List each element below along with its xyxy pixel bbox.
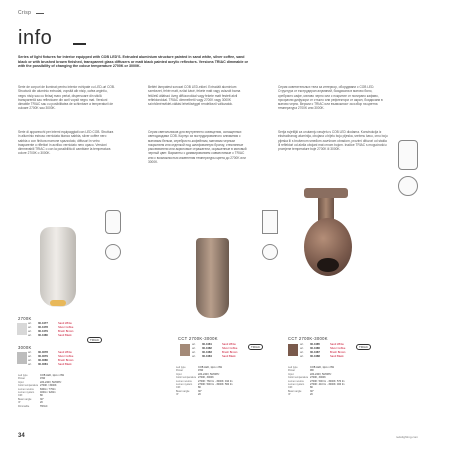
spec-key: Power	[176, 369, 184, 373]
paragraph-hr: Serija svjetiljki za unutarnju rasvjetu s COB LED diodama. Konstrukcija iz ekstrudiranog aluminija, obojana u bijelu boju pijeska, srebrnu kavu, crnu boju pijeska ili s brušenom smeđom završnom obradom, prozirni difuzori od stakla ili reflektori od akrila obojani mat crnom bojom. Inačice TRIAC s mogućnošću promjene temperature boje 2700K ili 3000K.	[278, 130, 388, 152]
spec-value: 2700K, 3000K	[198, 376, 214, 380]
code-prefix: art.	[192, 343, 196, 346]
page-number: 34	[18, 433, 25, 439]
list-item	[28, 363, 73, 367]
article-code-list	[28, 351, 73, 367]
spec-value: 20	[198, 393, 201, 397]
code-prefix: art.	[192, 347, 196, 350]
product-lens-glow	[50, 300, 66, 306]
code-prefix: art.	[192, 351, 196, 354]
code-prefix: art.	[28, 334, 32, 337]
spec-key: Lumen source	[288, 379, 304, 383]
code-prefix: art.	[28, 330, 32, 333]
spec-value: 15W	[198, 369, 204, 373]
page-title: info	[18, 27, 53, 49]
finish-name: Sand Black	[222, 355, 236, 358]
finish-name: Brush Brown	[222, 351, 238, 354]
finish-name: Sand White	[58, 322, 72, 325]
finish-name: Sand Black	[58, 334, 72, 337]
spec-value: 2700K: 500 lm - 3000K: 560 lm	[198, 383, 233, 387]
spec-key: Color temperature	[176, 376, 197, 380]
paragraph-it: Serie di apparecchi per interni equipaggiati con LED COB. Struttura in alluminio estruso verniciata bianco sabbia, silver coffee nero sabbia o con finitura marrone spazzolato, diffusori in vetro trasparente o riflettori in acrilico verniciato nero opaco. Versioni dimmerabili TRIAC o con la possibilità di cambiare la temperatura colore 2700K o 3000K.	[18, 130, 114, 156]
spec-value: 400lm / 420lm	[40, 391, 56, 395]
table-row	[18, 405, 59, 408]
spec-key: Power	[288, 369, 296, 373]
finish-name: Sand Black	[330, 355, 344, 358]
cct-label: CCT 2700K-3000K	[288, 336, 328, 341]
spec-value: 2700K: 500 lm - 3000K: 570 lm	[310, 379, 345, 383]
finish-name: Sand Black	[58, 363, 72, 366]
list-item	[28, 334, 73, 338]
finish-name: Silver Coffee	[58, 326, 74, 329]
spec-value: 2700K: 760 lm - 3000K: 910 lm	[198, 379, 233, 383]
cct-label: CCT 2700K-3000K	[178, 336, 218, 341]
spec-value: COB LED, 1pcs x 9W	[198, 366, 223, 369]
finish-name: Silver Coffee	[222, 347, 238, 350]
spec-key: Led type	[176, 366, 186, 369]
spec-value: 2700K / 3000K	[40, 384, 57, 388]
paragraph-ru: Серия осветительных тела за интериор, оборудвани с COB LED. Структура от екструдиран алуминий, боядисана в матово бяло, сребристо кафе, матово черно или с покритие от полирано кафяво, прозрачни дифузори от стъкло или рефлектори от акрил, боядисани в матово черно. Версии с TRIAC или възможност за избор на цветна температура 2700K или 3000K.	[278, 85, 383, 111]
article-code: 30-4479	[38, 330, 48, 333]
spec-table	[176, 366, 233, 397]
dimension-drawing-top	[398, 176, 418, 196]
spec-value: TRIAC	[40, 404, 48, 408]
article-code: 30-4481	[202, 343, 212, 346]
spec-value: 9W	[310, 369, 314, 373]
paragraph-hu: Beltéri lámpatest sorozat COB LED-ekkel. Extrudált alumínium szerkezet, fehér matt, ezüst kávé, fekete matt vagy csiszolt barna felületű átlátszó üveg diffúzorokkal vagy fekete matt festett akril reflektorokkal. TRIAC dimmelhető vagy 2700K vagy 3000K színhőmérséklet-váltási lehetőséggel rendelkező változatok.	[148, 85, 241, 107]
spec-key: Input	[18, 380, 24, 384]
article-code: 30-4680	[38, 359, 48, 362]
spec-value: COB LED, 1pcs x 9W	[310, 366, 335, 369]
title-underline	[73, 43, 86, 45]
finish-swatch	[288, 344, 298, 356]
finish-name: Brush Brown	[58, 359, 74, 362]
spec-value: 2700K, 3000K	[310, 376, 326, 380]
code-prefix: art.	[28, 322, 32, 325]
dimension-drawing-side	[105, 210, 121, 234]
spec-table	[288, 366, 345, 397]
code-prefix: art.	[28, 355, 32, 358]
article-code: 30-4480	[38, 334, 48, 337]
spec-value: 220-240V, 50/60Hz	[310, 372, 332, 376]
finish-name: Silver Coffee	[330, 347, 346, 350]
article-code: 30-4487	[310, 351, 320, 354]
spec-key: Lumen source	[176, 379, 192, 383]
article-code: 30-4488	[310, 355, 320, 358]
spec-key: Lumen system	[288, 383, 305, 387]
list-item	[300, 355, 345, 359]
dimension-drawing-top	[105, 244, 121, 260]
spec-key: Lumen system	[18, 391, 35, 395]
code-prefix: art.	[300, 347, 304, 350]
code-prefix: art.	[300, 343, 304, 346]
cct-label: 3000K	[18, 345, 32, 350]
finish-swatch	[17, 352, 27, 364]
article-code: 30-4485	[310, 343, 320, 346]
finish-name: Sand White	[58, 351, 72, 354]
article-code: 30-4484	[202, 355, 212, 358]
spec-key: Power	[18, 377, 26, 381]
article-code-list	[300, 343, 345, 359]
dimension-drawing-side	[398, 140, 418, 170]
spec-value: 20	[310, 393, 313, 397]
spec-key: IP	[18, 401, 21, 405]
website-link[interactable]: redolighting.com	[396, 435, 419, 439]
spec-key: IP	[288, 393, 291, 397]
article-code: 30-4678	[38, 351, 48, 354]
article-code: 30-4681	[38, 363, 48, 366]
list-item	[192, 355, 237, 359]
article-code: 30-4482	[202, 347, 212, 350]
spec-key: CRI	[18, 394, 23, 398]
product-image-bronze-ceiling-light	[196, 238, 229, 318]
article-code-list	[28, 322, 73, 338]
spec-value: 15W	[40, 377, 46, 381]
spec-key: Color temperature	[18, 384, 39, 388]
brand-label: Crisp	[18, 10, 32, 16]
finish-name: Brush Brown	[330, 351, 346, 354]
spec-key: Beam angle	[288, 389, 302, 393]
article-code: 30-4478	[38, 326, 48, 329]
spec-key: Dimmable	[18, 404, 30, 408]
spec-key: Beam angle	[18, 397, 32, 401]
spec-value: 30°	[40, 397, 44, 401]
article-code: 30-4679	[38, 355, 48, 358]
spec-key: Color temperature	[288, 376, 309, 380]
finish-name: Silver Coffee	[58, 355, 74, 358]
spec-key: IP	[176, 393, 179, 397]
paragraph-ru-2: Серия светильников для внутреннего освещения, оснащенных светодиодами COB. Корпус из экструдированного алюминия с матовым белым, серебристо-кофейным, матовым черным покрытием или отделкой под шлифованную бронзу, стеклянные рассеиватели или акриловые отражатели, окрашенные в матовый черный цвет. Варианты с диммированием совместимые с TRIAC или с возможностью изменения температуры цвета до 2700K или 3000K.	[148, 130, 247, 165]
finish-name: Sand White	[330, 343, 344, 346]
code-prefix: art.	[28, 351, 32, 354]
spec-value: 80	[198, 386, 201, 390]
spec-value: 20	[40, 401, 43, 405]
product-image-white-ceiling-light	[40, 227, 76, 307]
triac-badge: TRIAC	[356, 344, 371, 350]
code-prefix: art.	[28, 326, 32, 329]
spec-key: CRI	[176, 386, 181, 390]
spec-value: 840lm / 770lm	[40, 387, 56, 391]
finish-swatch	[180, 344, 190, 356]
spec-key: Lumen system	[176, 383, 193, 387]
spec-key: Led type	[288, 366, 298, 369]
spec-value: COB LED, 1pcs x 9W	[40, 374, 65, 377]
spec-key: Input	[176, 372, 182, 376]
dimension-drawing-top	[262, 244, 278, 260]
paragraph-ro: Serie de corpuri de iluminat pentru interior echipate cu LED-uri COB. Structură din aluminiu extrudat, vopsită alb nisip, cafea argintiu, negru nisip sau cu finisaj maro periat, dispersoare din sticlă transparentă sau reflectoare din acril vopsit negru mat. Versiuni dimabile TRIAC sau cu posibilitatea de schimbare a temperaturii de culoare 2700K sau 3000K.	[18, 85, 115, 111]
spec-key: Lumen source	[18, 387, 34, 391]
code-prefix: art.	[300, 351, 304, 354]
table-row	[288, 393, 329, 396]
code-prefix: art.	[300, 355, 304, 358]
finish-swatch	[17, 323, 27, 335]
spec-value: 80	[310, 386, 313, 390]
spec-key: Led type	[18, 374, 28, 377]
product-image-spot-lens	[317, 258, 339, 272]
article-code: 30-4483	[202, 351, 212, 354]
cct-label: 2700K	[18, 316, 32, 321]
finish-name: Brush Brown	[58, 330, 74, 333]
article-code: 30-4486	[310, 347, 320, 350]
code-prefix: art.	[192, 355, 196, 358]
spec-key: CRI	[288, 386, 293, 390]
article-code: 30-4477	[38, 322, 48, 325]
article-code-list	[192, 343, 237, 359]
spec-value: 2700K: 410 lm - 3000K: 460 lm	[310, 383, 345, 387]
spec-key: Input	[288, 372, 294, 376]
triac-badge: TRIAC	[87, 337, 102, 343]
spec-value: 30°	[198, 389, 202, 393]
spec-value: 220-240V, 50/60Hz	[40, 380, 62, 384]
spec-key: Beam angle	[176, 389, 190, 393]
table-row	[176, 393, 217, 396]
spec-value: 80	[40, 394, 43, 398]
lead-description: Series of light fixtures for interior equipped with COB LED'S. Extruded aluminium structure painted in sand white, silver coffee, sand black or with brushed brown finished, transparent glass diffusers or matt black painted acrylic reflectors. Versions TRIAC dimmable or with the possibility of changing the colour temperature 2700K or 3000K.	[18, 55, 249, 69]
spec-table	[18, 374, 65, 408]
brand-rule	[36, 13, 44, 14]
product-image-spot-mount	[304, 188, 348, 198]
finish-name: Sand White	[222, 343, 236, 346]
triac-badge: TRIAC	[248, 344, 263, 350]
code-prefix: art.	[28, 363, 32, 366]
code-prefix: art.	[28, 359, 32, 362]
dimension-drawing-side	[262, 210, 278, 234]
spec-value: 30°	[310, 389, 314, 393]
spec-value: 220-240V, 50/60Hz	[198, 372, 220, 376]
